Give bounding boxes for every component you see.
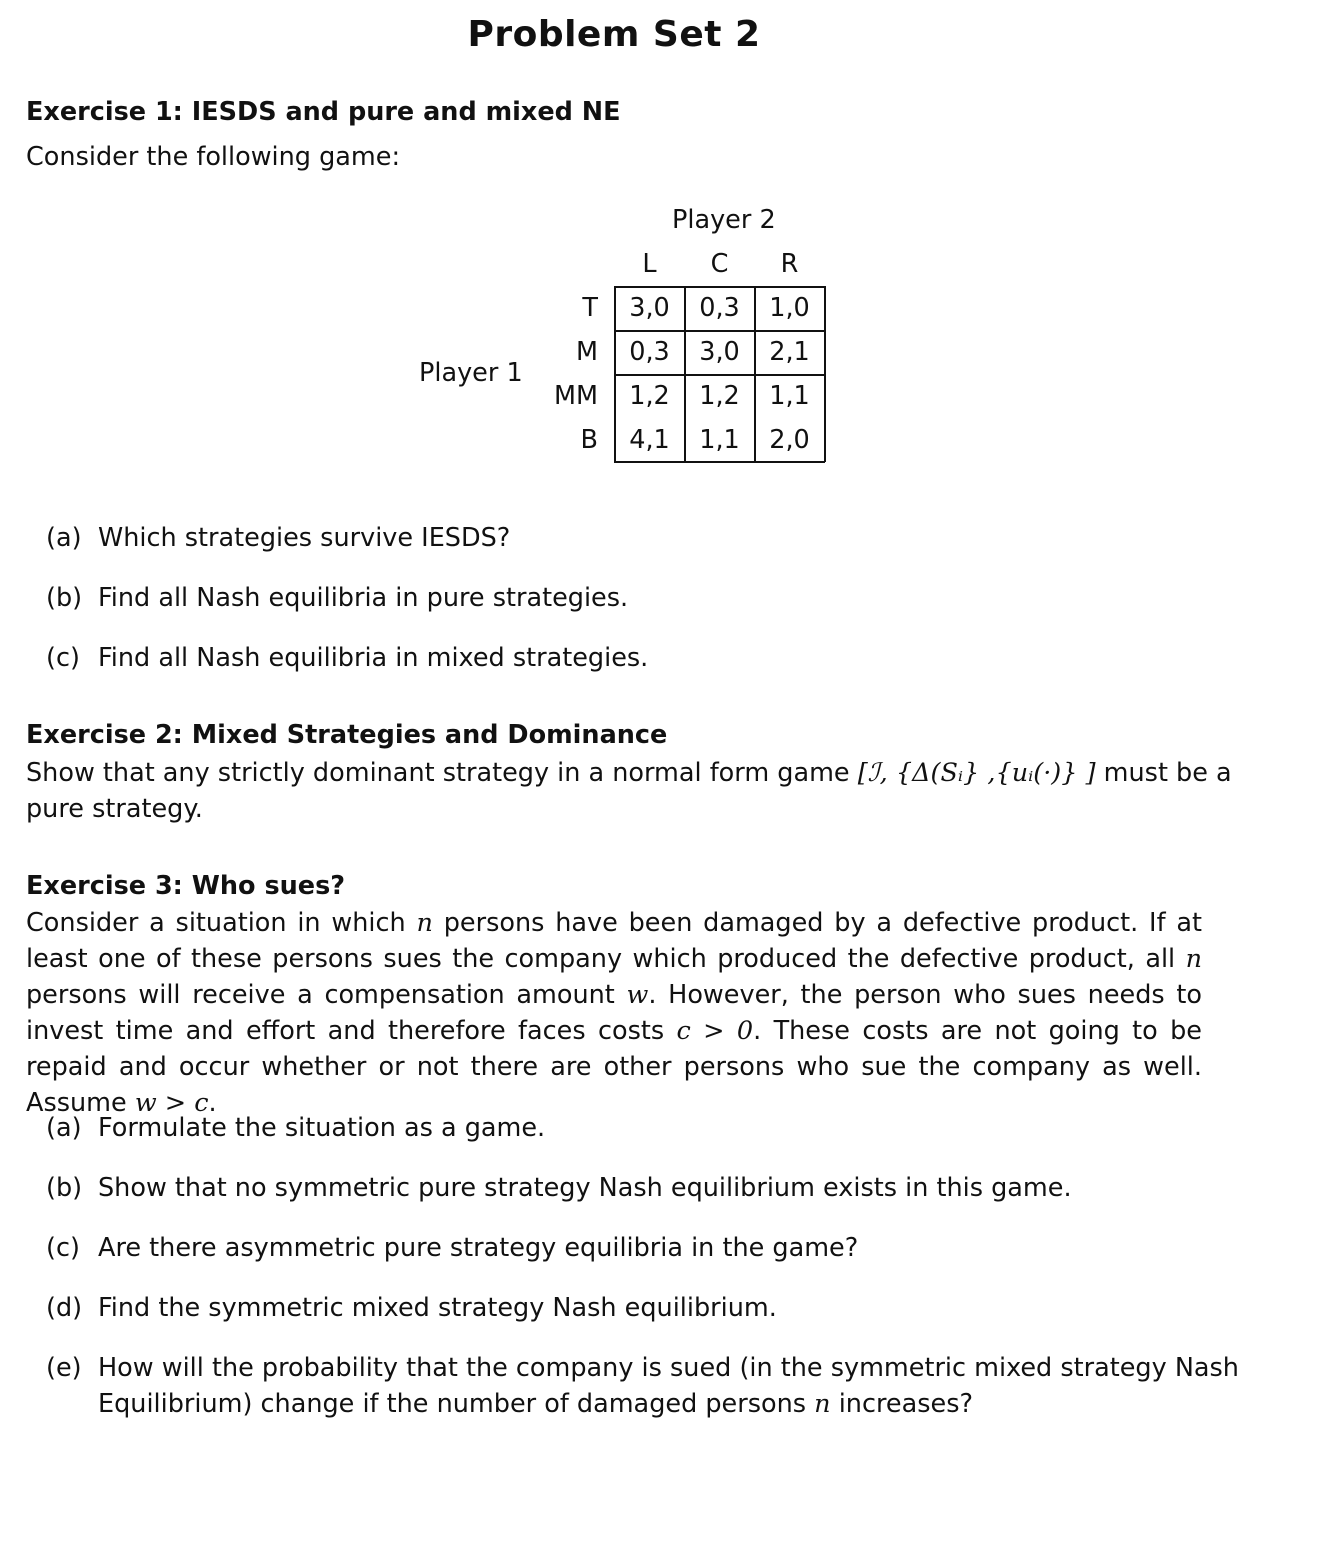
list-item-continuation: Equilibrium) change if the number of damaged persons n increases? <box>98 1389 974 1419</box>
player-1-label: Player 1 <box>419 358 523 388</box>
list-item: (a) Formulate the situation as a game. <box>46 1113 546 1143</box>
payoff-cell: 1,2 <box>629 381 670 411</box>
player-2-label: Player 2 <box>672 205 776 235</box>
payoff-cell: 2,1 <box>769 337 810 367</box>
payoff-cell: 4,1 <box>629 425 670 455</box>
col-label-C: C <box>710 249 729 279</box>
payoff-cell: 0,3 <box>699 293 740 323</box>
row-label-B: B <box>580 425 598 455</box>
exercise-2-text-line2: pure strategy. <box>26 794 203 824</box>
exercise-3-paragraph: Consider a situation in which n persons have been damaged by a defective product. If at least one of these persons sues the company which produced the defective product, all n persons will receive a compensation amount w. However, the person who sues needs to invest time and effort and therefore faces costs c > 0. These costs are not going to be repaid and occur whether or not there are other persons who sue the company as well. Assume w > c. <box>26 908 1202 1118</box>
payoff-cell: 0,3 <box>629 337 670 367</box>
grid-line <box>614 374 825 376</box>
col-label-L: L <box>642 249 657 279</box>
list-item: (d) Find the symmetric mixed strategy Nash equilibrium. <box>46 1293 777 1323</box>
exercise-1-intro: Consider the following game: <box>26 142 401 172</box>
payoff-cell: 3,0 <box>629 293 670 323</box>
list-item: (c) Are there asymmetric pure strategy equilibria in the game? <box>46 1233 859 1263</box>
grid-line <box>824 286 826 462</box>
exercise-2-heading: Exercise 2: Mixed Strategies and Dominance <box>26 720 668 750</box>
col-label-R: R <box>780 249 799 279</box>
row-label-T: T <box>582 293 598 323</box>
list-item: (e) How will the probability that the company is sued (in the symmetric mixed strategy Nash <box>46 1353 1239 1383</box>
payoff-cell: 1,1 <box>699 425 740 455</box>
payoff-cell: 1,0 <box>769 293 810 323</box>
grid-line <box>614 461 825 463</box>
grid-line <box>684 286 686 462</box>
grid-line <box>614 286 616 462</box>
exercise-1-heading: Exercise 1: IESDS and pure and mixed NE <box>26 97 621 127</box>
row-label-M: M <box>575 337 598 367</box>
payoff-cell: 1,2 <box>699 381 740 411</box>
exercise-2-text: Show that any strictly dominant strategy in a normal form game [ℐ, {Δ(Sᵢ} ,{uᵢ(·)} ] must be a <box>26 758 1232 788</box>
list-item: (c) Find all Nash equilibria in mixed strategies. <box>46 643 649 673</box>
formula: [ℐ, {Δ(Sᵢ} ,{uᵢ(·)} ] <box>857 758 1096 788</box>
grid-line <box>614 330 825 332</box>
exercise-3-heading: Exercise 3: Who sues? <box>26 871 346 901</box>
list-item: (b) Show that no symmetric pure strategy Nash equilibrium exists in this game. <box>46 1173 1072 1203</box>
payoff-cell: 2,0 <box>769 425 810 455</box>
payoff-cell: 3,0 <box>699 337 740 367</box>
list-item: (a) Which strategies survive IESDS? <box>46 523 511 553</box>
page-title: Problem Set 2 <box>467 14 761 55</box>
payoff-cell: 1,1 <box>769 381 810 411</box>
grid-line <box>754 286 756 462</box>
grid-line <box>614 286 825 288</box>
row-label-MM: MM <box>553 381 598 411</box>
list-item: (b) Find all Nash equilibria in pure strategies. <box>46 583 629 613</box>
